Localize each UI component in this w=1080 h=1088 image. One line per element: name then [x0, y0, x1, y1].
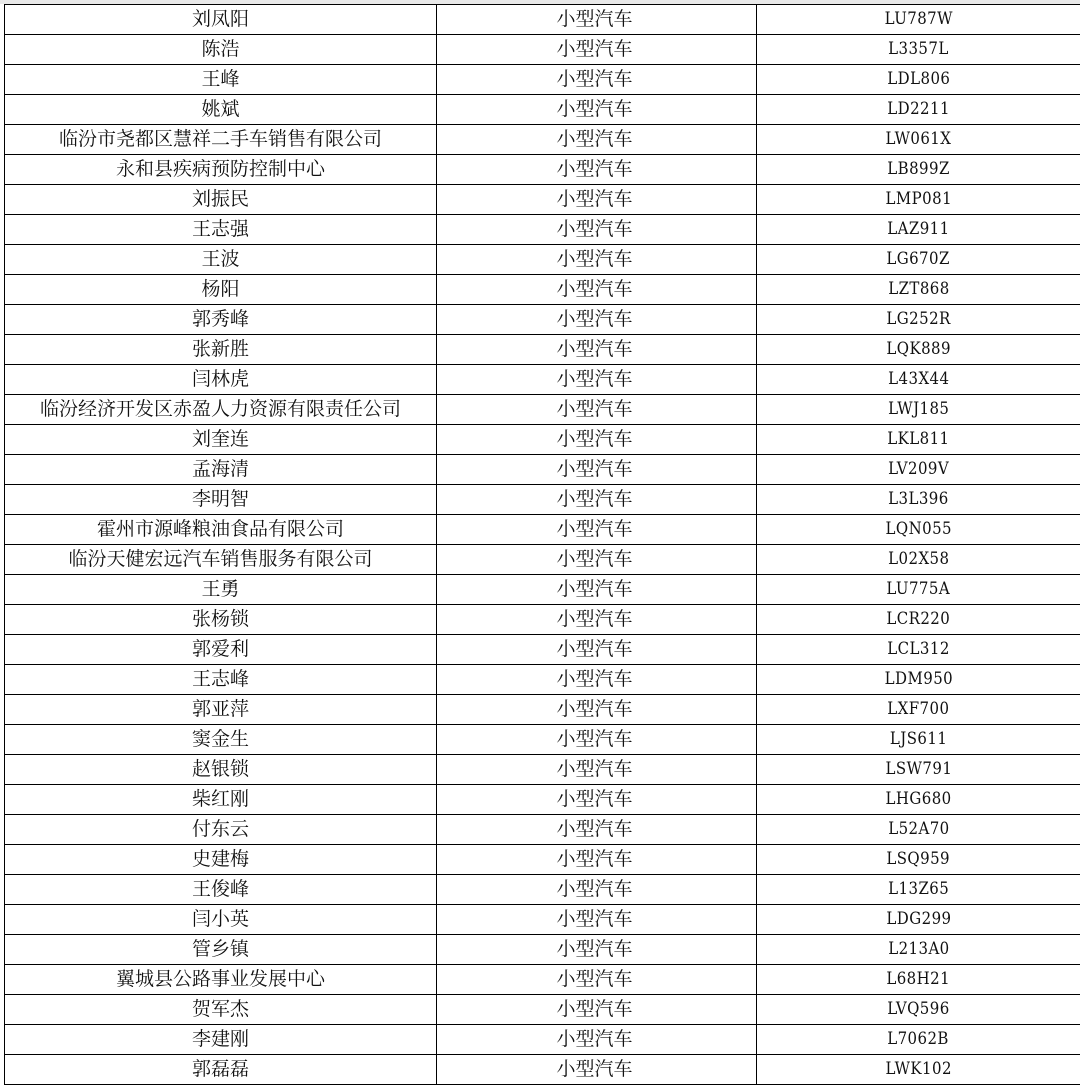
plate-number-cell-text: L13Z65 — [887, 879, 950, 899]
vehicle-type-cell — [437, 935, 757, 965]
table-row — [5, 5, 1080, 35]
plate-number-cell — [757, 665, 1080, 695]
plate-number-cell-text: LV209V — [888, 459, 949, 479]
owner-cell-text: 杨阳 — [201, 278, 240, 300]
plate-number-cell-text: LW061X — [885, 129, 952, 149]
owner-cell — [5, 365, 437, 395]
owner-cell-text: 刘振民 — [191, 188, 249, 210]
vehicle-type-cell — [437, 425, 757, 455]
vehicle-type-cell-text: 小型汽车 — [556, 98, 633, 120]
owner-cell — [5, 1025, 437, 1055]
plate-number-cell — [757, 125, 1080, 155]
owner-cell — [5, 515, 437, 545]
owner-cell — [5, 5, 437, 35]
plate-number-cell — [757, 635, 1080, 665]
vehicle-type-cell — [437, 65, 757, 95]
vehicle-type-cell-text: 小型汽车 — [556, 998, 633, 1020]
owner-cell-text: 史建梅 — [191, 848, 249, 870]
owner-cell — [5, 185, 437, 215]
vehicle-type-cell — [437, 485, 757, 515]
owner-cell — [5, 695, 437, 725]
vehicle-type-cell-text: 小型汽车 — [556, 578, 633, 600]
table-row — [5, 755, 1080, 785]
plate-number-cell-text: LDG299 — [885, 909, 952, 929]
vehicle-type-cell-text: 小型汽车 — [556, 908, 633, 930]
plate-number-cell — [757, 755, 1080, 785]
plate-number-cell — [757, 5, 1080, 35]
plate-number-cell-text: LSW791 — [885, 759, 952, 779]
plate-number-cell-text: LWJ185 — [887, 399, 950, 419]
owner-cell — [5, 995, 437, 1025]
owner-cell — [5, 845, 437, 875]
plate-number-cell-text: LQN055 — [885, 519, 952, 539]
plate-number-cell-text: L3357L — [888, 39, 949, 59]
vehicle-type-cell-text: 小型汽车 — [556, 608, 633, 630]
owner-cell-text: 孟海清 — [191, 458, 249, 480]
owner-cell — [5, 605, 437, 635]
plate-number-cell — [757, 305, 1080, 335]
owner-cell-text: 永和县疾病预防控制中心 — [115, 158, 325, 180]
vehicle-type-cell — [437, 995, 757, 1025]
vehicle-type-cell-text: 小型汽车 — [556, 308, 633, 330]
owner-cell-text: 临汾市尧都区慧祥二手车销售有限公司 — [58, 128, 382, 150]
owner-cell-text: 王志峰 — [191, 668, 249, 690]
vehicle-type-cell-text: 小型汽车 — [556, 668, 633, 690]
table-row — [5, 275, 1080, 305]
plate-number-cell — [757, 785, 1080, 815]
plate-number-cell-text: LWK102 — [885, 1059, 952, 1079]
vehicle-table-container — [0, 4, 1080, 1085]
owner-cell — [5, 755, 437, 785]
plate-number-cell — [757, 605, 1080, 635]
vehicle-type-cell — [437, 185, 757, 215]
vehicle-type-cell — [437, 35, 757, 65]
vehicle-type-cell — [437, 395, 757, 425]
table-row — [5, 545, 1080, 575]
table-row — [5, 965, 1080, 995]
plate-number-cell-text: L213A0 — [887, 939, 950, 959]
table-row — [5, 635, 1080, 665]
plate-number-cell-text: LU775A — [886, 579, 951, 599]
table-row — [5, 905, 1080, 935]
vehicle-type-cell-text: 小型汽车 — [556, 188, 633, 210]
plate-number-cell-text: LZT868 — [887, 279, 950, 299]
owner-cell-text: 郭磊磊 — [191, 1058, 249, 1080]
vehicle-type-cell — [437, 545, 757, 575]
vehicle-type-cell-text: 小型汽车 — [556, 278, 633, 300]
vehicle-type-cell — [437, 905, 757, 935]
owner-cell — [5, 245, 437, 275]
owner-cell — [5, 1055, 437, 1085]
vehicle-type-cell — [437, 755, 757, 785]
table-row — [5, 485, 1080, 515]
plate-number-cell — [757, 935, 1080, 965]
plate-number-cell-text: L7062B — [887, 1029, 950, 1049]
owner-cell — [5, 575, 437, 605]
vehicle-type-cell-text: 小型汽车 — [556, 518, 633, 540]
plate-number-cell — [757, 335, 1080, 365]
owner-cell-text: 姚斌 — [201, 98, 240, 120]
vehicle-type-cell-text: 小型汽车 — [556, 728, 633, 750]
vehicle-type-cell — [437, 215, 757, 245]
table-row — [5, 335, 1080, 365]
table-row — [5, 935, 1080, 965]
table-row — [5, 65, 1080, 95]
owner-cell-text: 刘凤阳 — [191, 8, 249, 30]
owner-cell — [5, 155, 437, 185]
table-row — [5, 155, 1080, 185]
owner-cell — [5, 665, 437, 695]
plate-number-cell — [757, 455, 1080, 485]
vehicle-type-cell — [437, 515, 757, 545]
plate-number-cell-text: L02X58 — [887, 549, 950, 569]
table-row — [5, 245, 1080, 275]
owner-cell — [5, 545, 437, 575]
owner-cell-text: 张新胜 — [191, 338, 249, 360]
vehicle-type-cell — [437, 95, 757, 125]
vehicle-type-cell-text: 小型汽车 — [556, 428, 633, 450]
plate-number-cell-text: LXF700 — [887, 699, 950, 719]
owner-cell — [5, 95, 437, 125]
plate-number-cell — [757, 155, 1080, 185]
owner-cell — [5, 935, 437, 965]
table-row — [5, 785, 1080, 815]
plate-number-cell-text: LG670Z — [886, 249, 951, 269]
vehicle-type-cell-text: 小型汽车 — [556, 488, 633, 510]
owner-cell-text: 临汾天健宏远汽车销售服务有限公司 — [68, 548, 373, 570]
owner-cell-text: 闫小英 — [191, 908, 249, 930]
table-row — [5, 575, 1080, 605]
table-row — [5, 185, 1080, 215]
plate-number-cell — [757, 185, 1080, 215]
table-row — [5, 815, 1080, 845]
owner-cell — [5, 125, 437, 155]
plate-number-cell-text: L52A70 — [887, 819, 950, 839]
table-row — [5, 125, 1080, 155]
vehicle-type-cell-text: 小型汽车 — [556, 878, 633, 900]
vehicle-type-cell-text: 小型汽车 — [556, 128, 633, 150]
table-row — [5, 95, 1080, 125]
plate-number-cell-text: L3L396 — [888, 489, 949, 509]
vehicle-type-cell-text: 小型汽车 — [556, 968, 633, 990]
owner-cell — [5, 215, 437, 245]
owner-cell — [5, 35, 437, 65]
plate-number-cell — [757, 1025, 1080, 1055]
owner-cell — [5, 725, 437, 755]
vehicle-type-cell-text: 小型汽车 — [556, 8, 633, 30]
plate-number-cell — [757, 215, 1080, 245]
plate-number-cell — [757, 35, 1080, 65]
table-row — [5, 1055, 1080, 1085]
vehicle-type-cell — [437, 635, 757, 665]
vehicle-type-cell — [437, 575, 757, 605]
plate-number-cell — [757, 815, 1080, 845]
table-row — [5, 515, 1080, 545]
owner-cell — [5, 635, 437, 665]
plate-number-cell-text: LAZ911 — [887, 219, 950, 239]
vehicle-type-cell-text: 小型汽车 — [556, 338, 633, 360]
owner-cell — [5, 275, 437, 305]
table-row — [5, 305, 1080, 335]
table-row — [5, 1025, 1080, 1055]
table-row — [5, 455, 1080, 485]
plate-number-cell-text: LKL811 — [887, 429, 950, 449]
plate-number-cell-text: LB899Z — [887, 159, 950, 179]
vehicle-type-cell — [437, 455, 757, 485]
plate-number-cell-text: LMP081 — [885, 189, 952, 209]
vehicle-type-cell-text: 小型汽车 — [556, 818, 633, 840]
owner-cell-text: 刘奎连 — [191, 428, 249, 450]
vehicle-type-cell-text: 小型汽车 — [556, 788, 633, 810]
plate-number-cell — [757, 965, 1080, 995]
plate-number-cell-text: LD2211 — [887, 99, 950, 119]
plate-number-cell-text: LCR220 — [886, 609, 951, 629]
owner-cell — [5, 815, 437, 845]
owner-cell-text: 王志强 — [191, 218, 249, 240]
plate-number-cell — [757, 515, 1080, 545]
owner-cell — [5, 335, 437, 365]
plate-number-cell-text: LHG680 — [885, 789, 952, 809]
owner-cell — [5, 485, 437, 515]
owner-cell-text: 张杨锁 — [191, 608, 249, 630]
plate-number-cell — [757, 275, 1080, 305]
vehicle-type-cell — [437, 665, 757, 695]
vehicle-type-cell — [437, 875, 757, 905]
owner-cell-text: 郭亚萍 — [191, 698, 249, 720]
plate-number-cell — [757, 485, 1080, 515]
owner-cell-text: 管乡镇 — [191, 938, 249, 960]
table-row — [5, 395, 1080, 425]
owner-cell-text: 郭秀峰 — [191, 308, 249, 330]
vehicle-type-cell-text: 小型汽车 — [556, 1058, 633, 1080]
plate-number-cell-text: L68H21 — [886, 969, 951, 989]
owner-cell-text: 王俊峰 — [191, 878, 249, 900]
owner-cell-text: 闫林虎 — [191, 368, 249, 390]
owner-cell-text: 陈浩 — [201, 38, 240, 60]
vehicle-type-cell — [437, 5, 757, 35]
owner-cell-text: 窦金生 — [191, 728, 249, 750]
vehicle-type-cell-text: 小型汽车 — [556, 458, 633, 480]
plate-number-cell-text: LU787W — [884, 9, 953, 29]
owner-cell — [5, 905, 437, 935]
plate-number-cell — [757, 545, 1080, 575]
owner-cell — [5, 65, 437, 95]
table-row — [5, 875, 1080, 905]
table-row — [5, 665, 1080, 695]
owner-cell-text: 李建刚 — [191, 1028, 249, 1050]
table-row — [5, 365, 1080, 395]
plate-number-cell — [757, 95, 1080, 125]
plate-number-cell — [757, 425, 1080, 455]
vehicle-table-body — [5, 5, 1080, 1085]
plate-number-cell — [757, 905, 1080, 935]
table-row — [5, 725, 1080, 755]
plate-number-cell — [757, 245, 1080, 275]
vehicle-type-cell — [437, 845, 757, 875]
vehicle-type-cell — [437, 245, 757, 275]
plate-number-cell-text: LDM950 — [884, 669, 953, 689]
vehicle-type-cell — [437, 365, 757, 395]
plate-number-cell-text: LVQ596 — [887, 999, 950, 1019]
plate-number-cell-text: LDL806 — [886, 69, 951, 89]
owner-cell — [5, 305, 437, 335]
plate-number-cell — [757, 875, 1080, 905]
owner-cell — [5, 455, 437, 485]
vehicle-type-cell — [437, 695, 757, 725]
vehicle-type-cell-text: 小型汽车 — [556, 398, 633, 420]
owner-cell — [5, 785, 437, 815]
vehicle-type-cell — [437, 725, 757, 755]
owner-cell — [5, 425, 437, 455]
owner-cell-text: 贺军杰 — [191, 998, 249, 1020]
owner-cell-text: 翼城县公路事业发展中心 — [115, 968, 325, 990]
vehicle-type-cell-text: 小型汽车 — [556, 548, 633, 570]
table-row — [5, 845, 1080, 875]
plate-number-cell — [757, 995, 1080, 1025]
vehicle-type-cell — [437, 275, 757, 305]
table-row — [5, 605, 1080, 635]
owner-cell-text: 王波 — [201, 248, 240, 270]
vehicle-type-cell — [437, 125, 757, 155]
owner-cell-text: 付东云 — [191, 818, 249, 840]
vehicle-type-cell — [437, 605, 757, 635]
owner-cell-text: 郭爱利 — [191, 638, 249, 660]
vehicle-type-cell — [437, 785, 757, 815]
table-row — [5, 215, 1080, 245]
plate-number-cell — [757, 845, 1080, 875]
vehicle-type-cell — [437, 815, 757, 845]
vehicle-type-cell-text: 小型汽车 — [556, 1028, 633, 1050]
owner-cell-text: 王峰 — [201, 68, 240, 90]
plate-number-cell-text: LQK889 — [886, 339, 951, 359]
vehicle-type-cell — [437, 965, 757, 995]
plate-number-cell-text: LSQ959 — [886, 849, 951, 869]
table-row — [5, 695, 1080, 725]
plate-number-cell-text: L43X44 — [887, 369, 950, 389]
vehicle-type-cell-text: 小型汽车 — [556, 368, 633, 390]
owner-cell-text: 柴红刚 — [191, 788, 249, 810]
vehicle-type-cell-text: 小型汽车 — [556, 38, 633, 60]
owner-cell — [5, 875, 437, 905]
plate-number-cell — [757, 725, 1080, 755]
plate-number-cell — [757, 395, 1080, 425]
vehicle-type-cell — [437, 1055, 757, 1085]
vehicle-type-cell-text: 小型汽车 — [556, 698, 633, 720]
vehicle-type-cell-text: 小型汽车 — [556, 638, 633, 660]
vehicle-type-cell-text: 小型汽车 — [556, 938, 633, 960]
owner-cell — [5, 965, 437, 995]
table-row — [5, 995, 1080, 1025]
plate-number-cell — [757, 695, 1080, 725]
owner-cell-text: 赵银锁 — [191, 758, 249, 780]
plate-number-cell — [757, 575, 1080, 605]
owner-cell-text: 霍州市源峰粮油食品有限公司 — [96, 518, 344, 540]
vehicle-type-cell-text: 小型汽车 — [556, 68, 633, 90]
vehicle-type-cell — [437, 305, 757, 335]
plate-number-cell-text: LCL312 — [887, 639, 950, 659]
vehicle-type-cell-text: 小型汽车 — [556, 248, 633, 270]
vehicle-type-cell — [437, 335, 757, 365]
vehicle-type-cell-text: 小型汽车 — [556, 848, 633, 870]
vehicle-type-cell — [437, 1025, 757, 1055]
vehicle-type-cell-text: 小型汽车 — [556, 158, 633, 180]
table-row — [5, 425, 1080, 455]
owner-cell-text: 李明智 — [191, 488, 249, 510]
owner-cell — [5, 395, 437, 425]
plate-number-cell — [757, 1055, 1080, 1085]
vehicle-type-cell-text: 小型汽车 — [556, 758, 633, 780]
vehicle-type-cell — [437, 155, 757, 185]
vehicle-table — [4, 4, 1080, 1085]
plate-number-cell — [757, 65, 1080, 95]
owner-cell-text: 临汾经济开发区赤盈人力资源有限责任公司 — [39, 398, 401, 420]
owner-cell-text: 王勇 — [201, 578, 240, 600]
plate-number-cell — [757, 365, 1080, 395]
plate-number-cell-text: LJS611 — [889, 729, 948, 749]
plate-number-cell-text: LG252R — [886, 309, 951, 329]
vehicle-type-cell-text: 小型汽车 — [556, 218, 633, 240]
table-row — [5, 35, 1080, 65]
